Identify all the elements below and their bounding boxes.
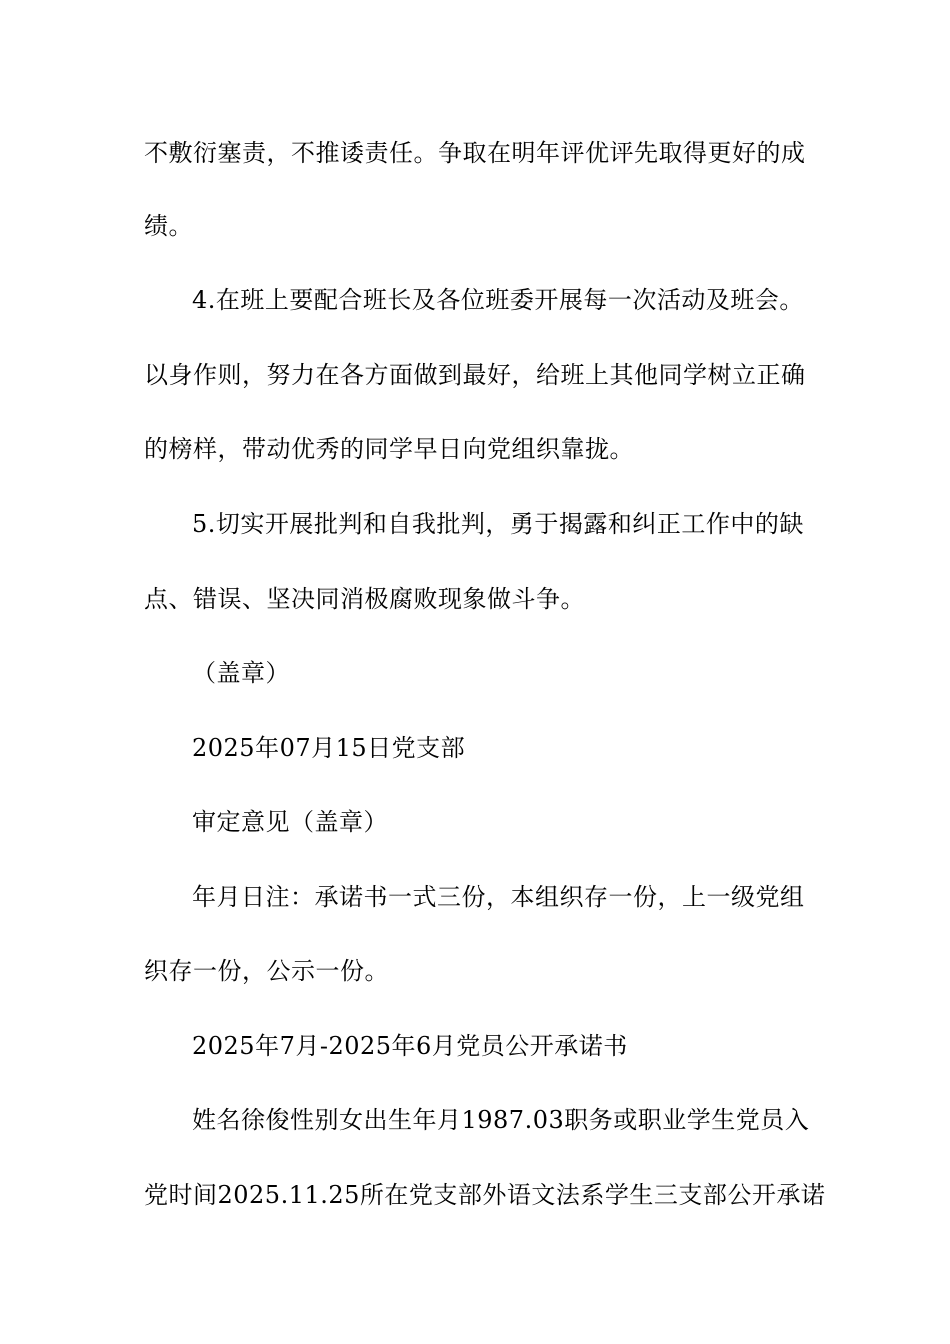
paragraph-line: 2025年7月-2025年6月党员公开承诺书 [192, 1032, 628, 1060]
paragraph-line: 点、错误、坚决同消极腐败现象做斗争。 [144, 585, 585, 613]
paragraph-line: 姓名徐俊性别女出生年月1987.03职务或职业学生党员入 [192, 1106, 810, 1134]
paragraph-line: 不敷衍塞责，不推诿责任。争取在明年评优评先取得更好的成 [144, 139, 806, 167]
paragraph-line: （盖章） [192, 659, 290, 687]
paragraph-line: 4.在班上要配合班长及各位班委开展每一次活动及班会。 [192, 286, 804, 314]
paragraph-line: 2025年07月15日党支部 [192, 734, 466, 762]
paragraph-line: 审定意见（盖章） [192, 808, 388, 836]
paragraph-line: 的榜样，带动优秀的同学早日向党组织靠拢。 [144, 435, 634, 463]
paragraph-line: 以身作则，努力在各方面做到最好，给班上其他同学树立正确 [144, 361, 806, 389]
paragraph-line: 织存一份，公示一份。 [144, 957, 389, 985]
paragraph-line: 年月日注：承诺书一式三份，本组织存一份，上一级党组 [192, 883, 805, 911]
paragraph-line: 5.切实开展批判和自我批判，勇于揭露和纠正工作中的缺 [192, 510, 804, 538]
paragraph-line: 党时间2025.11.25所在党支部外语文法系学生三支部公开承诺 [144, 1181, 826, 1209]
paragraph-line: 绩。 [144, 212, 193, 240]
